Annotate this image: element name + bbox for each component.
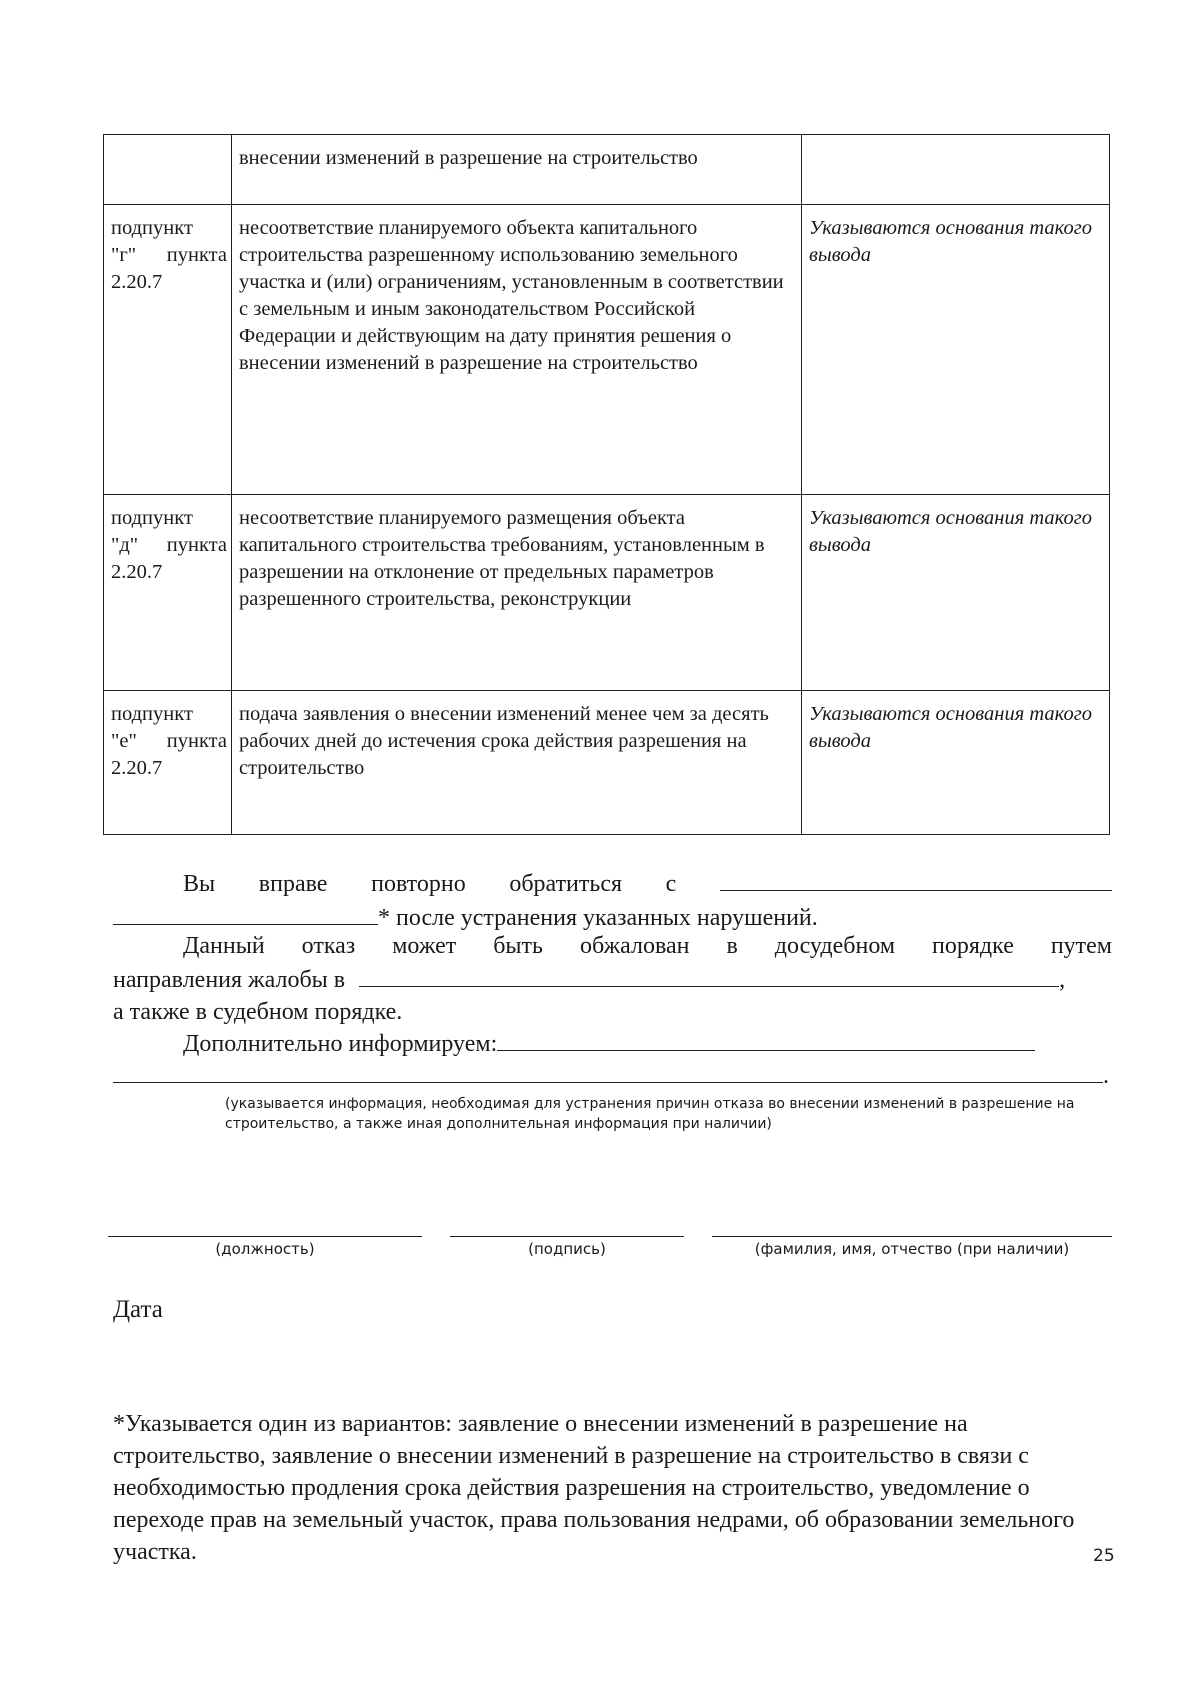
rule-line: 2.20.7: [111, 757, 163, 779]
description-cell: несоответствие планируемого объекта капитального строительства разрешенному использованию земельного участка и (или) ограничениям, установленным в соответствии с земельным и иным законодательством Российской Федерации и действующим на дату принятия решения о внесении изменений в разрешение на строительство: [232, 205, 802, 495]
rule-cell: [104, 135, 232, 205]
reason-cell: Указываются основания такого вывода: [802, 691, 1110, 835]
word: обратиться: [509, 871, 623, 897]
description-cell: внесении изменений в разрешение на строительство: [232, 135, 802, 205]
word: вправе: [258, 871, 328, 897]
appeal-line2: направления жалобы в: [113, 967, 346, 993]
signature-label: (подпись): [528, 1240, 606, 1258]
position-line: [108, 1236, 422, 1237]
authority-blank-line: [720, 866, 1112, 891]
date-label: Дата: [113, 1296, 163, 1323]
reapply-tail: * после устранения указанных нарушений.: [378, 905, 818, 931]
rule-cell: [104, 205, 232, 495]
page-number: 25: [1093, 1546, 1115, 1566]
word: отказ: [301, 933, 356, 959]
reapply-paragraph: [113, 866, 1112, 934]
word: досудебном: [774, 933, 896, 959]
word: обжалован: [579, 933, 690, 959]
word: Вы: [183, 871, 216, 897]
rule-line: "г" пункта: [111, 244, 227, 266]
appeal-line3: а также в судебном порядке.: [113, 999, 403, 1025]
rule-cell: [104, 691, 232, 835]
description-cell: несоответствие планируемого размещения объекта капитального строительства требованиям, установленным в разрешении на отклонение от предельных параметров разрешенного строительства, реконструкции: [232, 495, 802, 691]
rule-cell: [104, 495, 232, 691]
table-row: [104, 495, 1110, 691]
reason-cell: [802, 135, 1110, 205]
description-cell: подача заявления о внесении изменений менее чем за десять рабочих дней до истечения срока действия разрешения на строительство: [232, 691, 802, 835]
additional-label: Дополнительно информируем:: [183, 1031, 498, 1057]
word: порядке: [932, 933, 1014, 959]
additional-info-line-2: [113, 1058, 1112, 1092]
position-label: (должность): [215, 1240, 315, 1258]
word: быть: [493, 933, 543, 959]
word: путем: [1050, 933, 1112, 959]
word: с: [665, 871, 677, 897]
name-label: (фамилия, имя, отчество (при наличии): [754, 1240, 1070, 1258]
name-line: [712, 1236, 1112, 1237]
reason-cell: Указываются основания такого вывода: [802, 495, 1110, 691]
additional-blank-line: [113, 1058, 1103, 1083]
comma: ,: [1059, 967, 1066, 993]
word: в: [726, 933, 738, 959]
appeal-paragraph: [113, 930, 1112, 1028]
rule-line: "д" пункта: [111, 534, 227, 556]
rule-line: подпункт: [111, 507, 193, 529]
additional-info-line: [113, 1026, 1182, 1060]
rule-line: 2.20.7: [111, 271, 163, 293]
table-row: [104, 691, 1110, 835]
authority-blank-line: [113, 900, 378, 925]
appeal-blank-line: [359, 962, 1059, 987]
additional-blank-line: [497, 1026, 1035, 1051]
reason-cell: Указываются основания такого вывода: [802, 205, 1110, 495]
rule-line: "е" пункта: [111, 730, 227, 752]
signature-line: [450, 1236, 684, 1237]
period: .: [1103, 1063, 1109, 1089]
word: может: [392, 933, 457, 959]
word: повторно: [371, 871, 466, 897]
rule-line: подпункт: [111, 217, 193, 239]
table-row: [104, 205, 1110, 495]
rule-line: 2.20.7: [111, 561, 163, 583]
additional-hint: (указывается информация, необходимая для устранения причин отказа во внесении изменений в разрешение на строительство, а также иная дополнительная информация при наличии): [225, 1096, 1075, 1132]
word: Данный: [183, 933, 265, 959]
rule-line: подпункт: [111, 703, 193, 725]
table-row: [104, 135, 1110, 205]
refusal-grounds-table: [103, 134, 1110, 835]
footnote: *Указывается один из вариантов: заявление о внесении изменений в разрешение на строительство, заявление о внесении изменений в разрешение на строительство в связи с необходимостью продления срока действия разрешения на строительство, уведомление о переходе прав на земельный участок, права пользования недрами, об образовании земельного участка.: [113, 1411, 1075, 1565]
